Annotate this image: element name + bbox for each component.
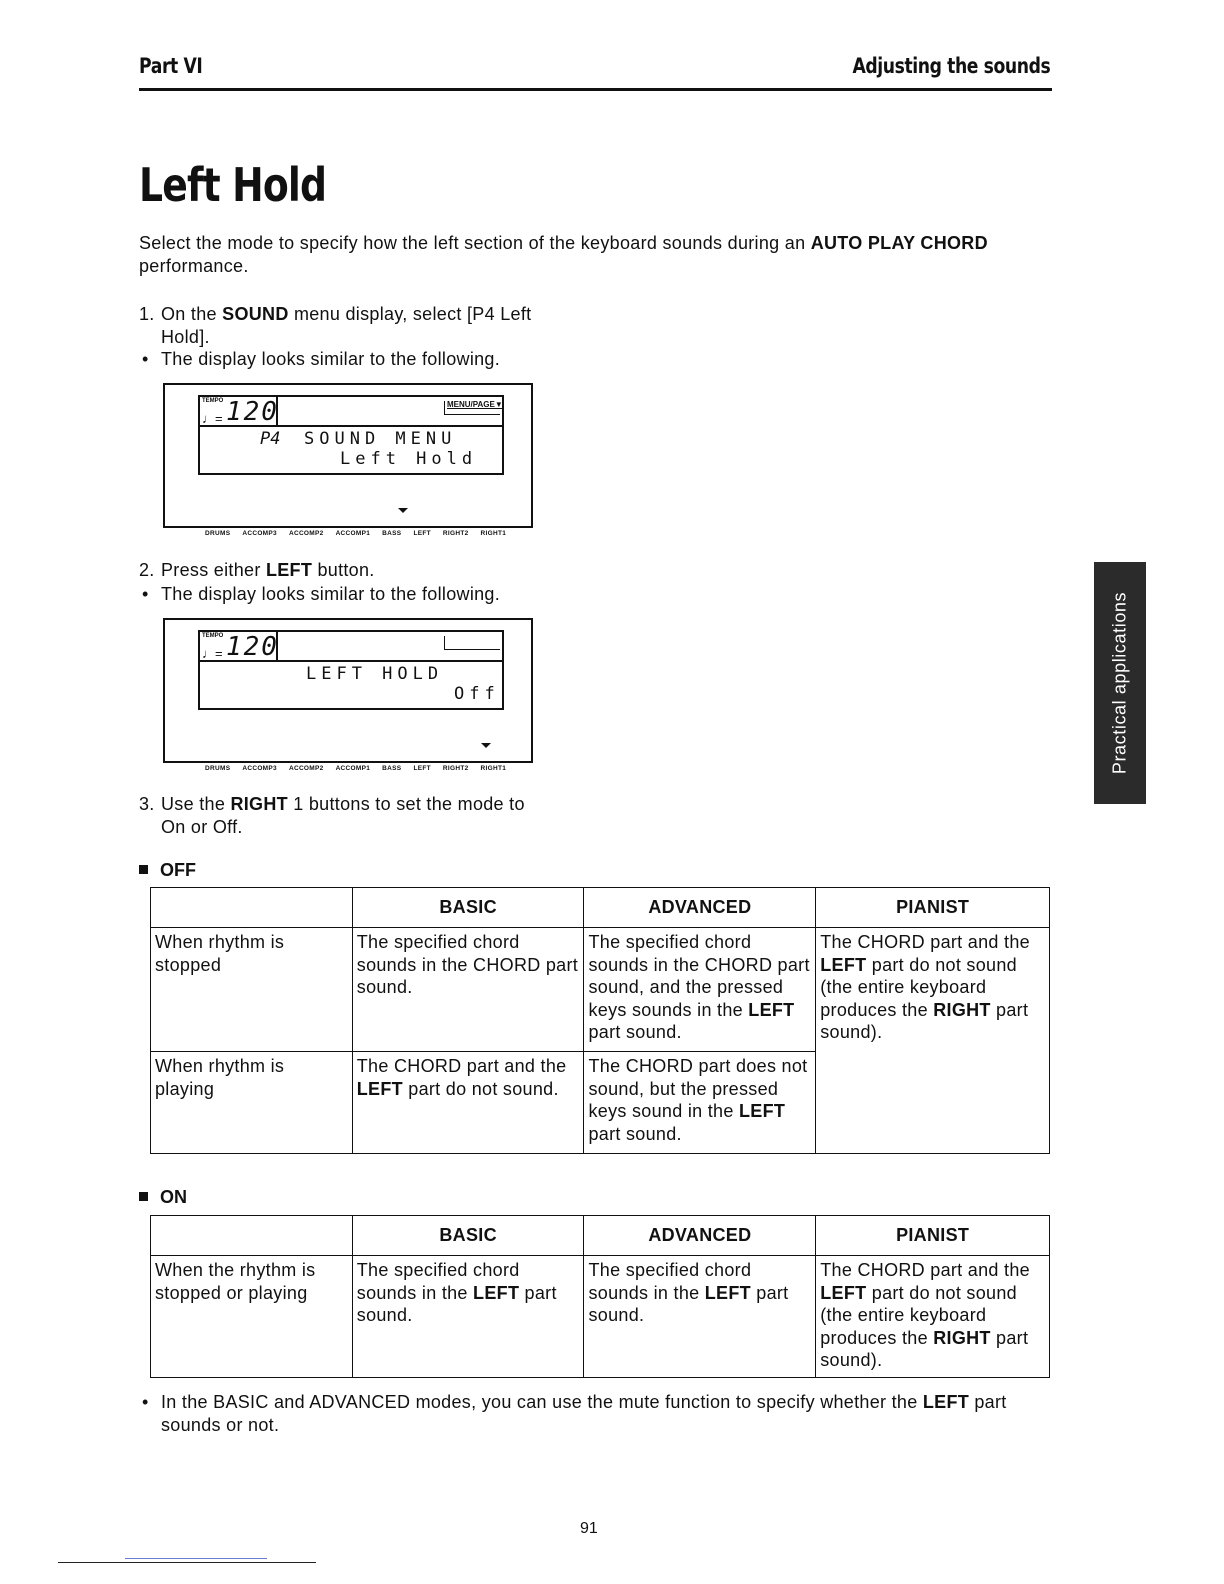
cell-text: The CHORD part and the bbox=[820, 1260, 1030, 1280]
part-label: RIGHT1 bbox=[480, 530, 507, 537]
table-header-row bbox=[151, 1216, 1050, 1256]
note-text bbox=[139, 1391, 1054, 1436]
note-bold: LEFT bbox=[922, 1392, 970, 1412]
lcd-display-1 bbox=[163, 383, 533, 537]
side-tab-label: Practical applications bbox=[1109, 591, 1130, 775]
tempo-box bbox=[198, 630, 278, 662]
part-label: ACCOMP1 bbox=[335, 530, 371, 537]
table-header: PIANIST bbox=[816, 1216, 1050, 1256]
header-part: Part VI bbox=[139, 54, 203, 78]
row-label: When the rhythm is stopped or playing bbox=[151, 1256, 353, 1378]
part-label: ACCOMP2 bbox=[288, 765, 324, 772]
section-on-heading bbox=[139, 1187, 187, 1208]
cell-text: part sound). bbox=[820, 1327, 1029, 1370]
step-bold: SOUND bbox=[222, 304, 289, 324]
cell-text: The CHORD part and the bbox=[820, 932, 1030, 952]
down-arrow-icon bbox=[481, 743, 491, 748]
part-label: LEFT bbox=[413, 765, 431, 772]
table-cell bbox=[584, 1052, 816, 1154]
part-label: LEFT bbox=[413, 530, 431, 537]
page-number: 91 bbox=[580, 1520, 598, 1537]
side-tab bbox=[1094, 562, 1146, 804]
menu-page-indicator bbox=[444, 400, 503, 415]
step-number: 3. bbox=[139, 794, 155, 814]
tempo-label: TEMPO bbox=[202, 398, 224, 404]
part-label: ACCOMP1 bbox=[335, 765, 371, 772]
lcd-line-1: SOUND MENU bbox=[304, 429, 457, 449]
table-header: BASIC bbox=[352, 1216, 584, 1256]
square-bullet-icon bbox=[139, 865, 148, 874]
tempo-label: TEMPO bbox=[202, 633, 224, 639]
cell-text: part do not sound (the entire keyboard produces the bbox=[820, 1282, 1017, 1348]
step-text: menu display, select [P4 Left bbox=[288, 304, 532, 324]
part-label: RIGHT2 bbox=[442, 765, 469, 772]
footer-rule-accent bbox=[125, 1558, 267, 1559]
cell-bold: LEFT bbox=[704, 1282, 751, 1303]
bullet-1 bbox=[139, 348, 1059, 371]
step-text: Use the bbox=[161, 794, 231, 814]
lcd-screen bbox=[198, 427, 504, 475]
table-cell-pianist bbox=[816, 1256, 1050, 1378]
intro-text: Select the mode to specify how the left section of the keyboard sounds during an bbox=[139, 233, 811, 253]
cell-text: The specified chord sounds in the bbox=[356, 1260, 520, 1303]
step-text-line2: On or Off. bbox=[161, 816, 243, 837]
cell-text: part sound. bbox=[588, 1022, 682, 1042]
header-section-title: Adjusting the sounds bbox=[852, 54, 1050, 78]
table-header: ADVANCED bbox=[584, 888, 816, 928]
step-bold: RIGHT bbox=[230, 794, 288, 814]
bullet-text: The display looks similar to the following. bbox=[161, 349, 501, 369]
table-header bbox=[151, 1216, 353, 1256]
cell-text: The specified chord sounds in the bbox=[588, 1260, 752, 1303]
intro-bold: AUTO PLAY CHORD bbox=[810, 233, 988, 253]
part-label: DRUMS bbox=[205, 765, 231, 772]
lcd-line-2: Left Hold bbox=[340, 449, 478, 469]
table-row bbox=[151, 928, 1050, 1052]
step-number: 2. bbox=[139, 560, 155, 580]
row-label: When rhythm is stopped bbox=[151, 928, 353, 1052]
menu-page-indicator bbox=[444, 636, 500, 650]
part-label: BASS bbox=[382, 765, 402, 772]
part-label: DRUMS bbox=[205, 530, 231, 537]
header-rule bbox=[139, 88, 1052, 91]
part-label: RIGHT2 bbox=[442, 530, 469, 537]
part-label: BASS bbox=[382, 530, 402, 537]
on-table bbox=[150, 1215, 1050, 1378]
page-title: Left Hold bbox=[139, 158, 327, 212]
part-label: ACCOMP3 bbox=[242, 530, 277, 537]
cell-text: part sound. bbox=[588, 1282, 789, 1325]
lcd-display-2 bbox=[163, 618, 533, 772]
part-labels bbox=[205, 765, 518, 772]
section-off-heading bbox=[139, 860, 196, 881]
cell-bold: LEFT bbox=[748, 999, 795, 1020]
part-labels bbox=[205, 530, 518, 537]
cell-text: part sound. bbox=[588, 1123, 682, 1144]
off-table bbox=[150, 887, 1050, 1154]
step-2 bbox=[139, 559, 579, 582]
section-label: OFF bbox=[160, 860, 196, 880]
note-text-end: part sounds or not. bbox=[161, 1392, 1007, 1435]
cell-text: part sound). bbox=[820, 999, 1029, 1042]
table-header-row bbox=[151, 888, 1050, 928]
cell-text: The CHORD part does not sound, but the pressed keys sound in the bbox=[588, 1056, 808, 1121]
lcd-top-bar bbox=[278, 630, 504, 662]
cell-text: The specified chord sounds in the CHORD part sound, and the pressed keys sounds in the bbox=[588, 932, 810, 1020]
bullet-dot: • bbox=[142, 349, 149, 369]
cell-bold: RIGHT bbox=[933, 999, 991, 1020]
note-text-start: In the BASIC and ADVANCED modes, you can use the mute function to specify whether the bbox=[161, 1392, 923, 1412]
table-header: PIANIST bbox=[816, 888, 1050, 928]
lcd-screen bbox=[198, 662, 504, 710]
step-text: Press either bbox=[161, 560, 266, 580]
table-cell-pianist bbox=[816, 928, 1050, 1154]
bullet-text: The display looks similar to the following. bbox=[161, 584, 501, 604]
tempo-box bbox=[198, 395, 278, 427]
note-icon: ♩= bbox=[202, 411, 223, 426]
cell-bold: LEFT bbox=[738, 1101, 786, 1121]
cell-text: part do not sound (the entire keyboard produces the bbox=[820, 954, 1017, 1020]
table-cell bbox=[352, 1256, 584, 1378]
lcd-page-number: P4 bbox=[260, 429, 281, 449]
step-text: 1 buttons to set the mode to bbox=[287, 794, 525, 814]
part-label: ACCOMP3 bbox=[242, 765, 277, 772]
step-1 bbox=[139, 303, 579, 348]
table-cell bbox=[352, 1052, 584, 1154]
step-text: On the bbox=[161, 304, 223, 324]
section-label: ON bbox=[160, 1187, 187, 1207]
note-icon: ♩= bbox=[202, 646, 223, 661]
part-label: ACCOMP2 bbox=[288, 530, 324, 537]
tempo-value: 120 bbox=[226, 632, 279, 662]
menu-page-label: MENU/PAGE▼ bbox=[447, 400, 503, 409]
table-cell bbox=[584, 1256, 816, 1378]
cell-bold: LEFT bbox=[820, 954, 867, 975]
note-bullet bbox=[139, 1391, 1054, 1436]
lcd-line-1: LEFT HOLD bbox=[306, 664, 444, 684]
lcd-line-2: Off bbox=[454, 684, 500, 704]
bullet-dot: • bbox=[142, 584, 149, 604]
table-cell: The specified chord sounds in the CHORD part sound. bbox=[352, 928, 584, 1052]
intro-paragraph bbox=[139, 232, 1059, 277]
step-3 bbox=[139, 793, 579, 838]
bullet-2 bbox=[139, 583, 1059, 606]
tempo-value: 120 bbox=[226, 397, 279, 427]
intro-text-end: performance. bbox=[139, 255, 249, 276]
bullet-dot: • bbox=[142, 1392, 149, 1412]
table-header: ADVANCED bbox=[584, 1216, 816, 1256]
cell-bold: LEFT bbox=[473, 1282, 520, 1303]
step-number: 1. bbox=[139, 304, 155, 324]
cell-bold: LEFT bbox=[356, 1078, 403, 1099]
table-cell bbox=[584, 928, 816, 1052]
table-header bbox=[151, 888, 353, 928]
cell-text: part do not sound. bbox=[402, 1078, 559, 1099]
cell-text: The CHORD part and the bbox=[356, 1056, 567, 1076]
square-bullet-icon bbox=[139, 1192, 148, 1201]
part-label: RIGHT1 bbox=[480, 765, 507, 772]
table-header: BASIC bbox=[352, 888, 584, 928]
table-row bbox=[151, 1256, 1050, 1378]
step-bold: LEFT bbox=[265, 560, 313, 580]
lcd-top-bar bbox=[278, 395, 504, 427]
cell-bold: RIGHT bbox=[933, 1327, 991, 1348]
step-text-line2: Hold]. bbox=[161, 326, 210, 347]
step-text: button. bbox=[312, 560, 375, 580]
cell-text: part sound. bbox=[356, 1282, 557, 1325]
row-label: When rhythm is playing bbox=[151, 1052, 353, 1154]
footer-rule bbox=[58, 1562, 316, 1563]
down-arrow-icon bbox=[398, 508, 408, 513]
cell-bold: LEFT bbox=[820, 1282, 867, 1303]
